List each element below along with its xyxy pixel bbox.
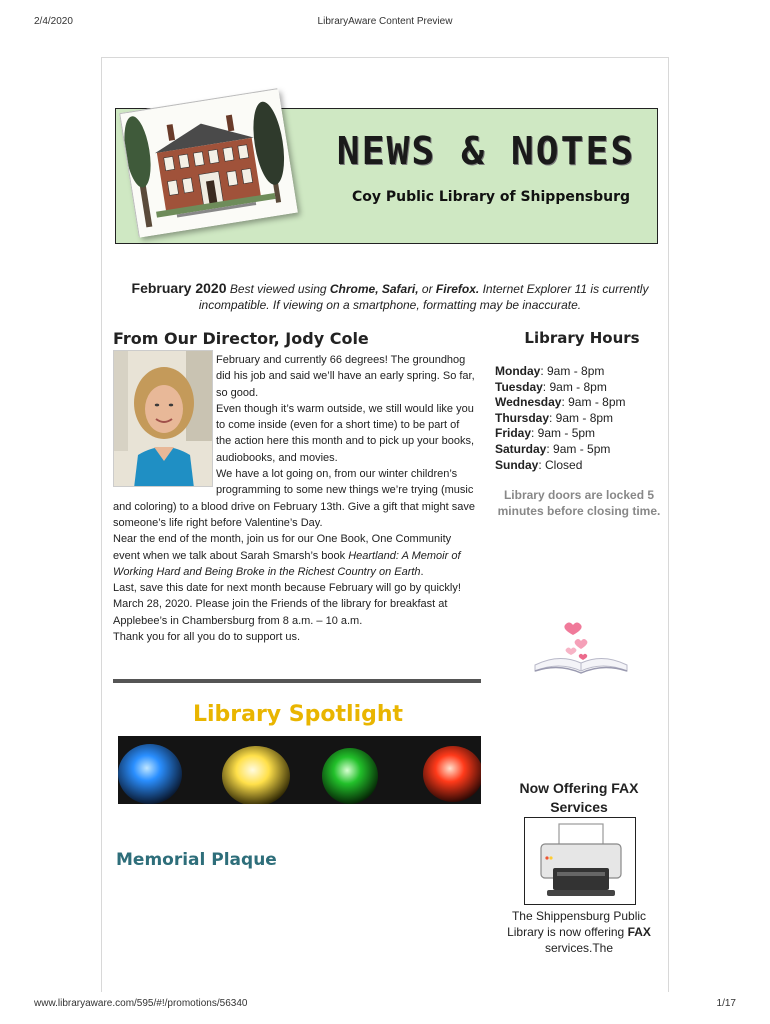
hours-day: Thursday	[495, 410, 550, 425]
hours-day: Sunday	[495, 457, 539, 472]
director-paragraph: February and currently 66 degrees! The groundhog did his job and said we’ll have an early spring. So far, so good.	[216, 354, 475, 399]
hours-time: : 9am - 8pm	[549, 410, 614, 425]
print-date: 2/4/2020	[34, 16, 73, 27]
fax-machine-icon	[524, 817, 636, 905]
director-p4-text: Near the end of the month, join us for our One Book, One Community event when we talk about Sarah Smarsh’s book	[113, 533, 452, 562]
hours-row	[495, 411, 626, 427]
section-divider	[113, 679, 481, 683]
notice-browser-2: Firefox.	[435, 282, 480, 296]
hours-day: Saturday	[495, 441, 547, 456]
fax-text-a: The Shippensburg Public Library is now offering	[507, 909, 647, 939]
notice-text-1: Best viewed using	[226, 282, 330, 296]
hours-time: : 9am - 8pm	[542, 379, 607, 394]
director-paragraph: Even though it’s warm outside, we still would like you to come inside (even for a short time) to be part of the action here this month and to pick up your books, audiobooks, and movies.	[216, 402, 475, 464]
director-heading: From Our Director, Jody Cole	[113, 329, 369, 348]
hours-day: Monday	[495, 364, 541, 378]
hours-time: : 9am - 5pm	[546, 441, 611, 456]
director-p4-end: .	[420, 565, 424, 578]
notice-browser-1: Chrome, Safari,	[329, 282, 419, 296]
notice-text-3: Internet Explorer 11 is currently incompatible. If viewing on a smartphone, formatting may be inaccurate.	[198, 282, 649, 312]
hours-heading: Library Hours	[524, 329, 640, 347]
hours-row	[495, 395, 626, 411]
page-number: 1/17	[716, 998, 736, 1009]
fax-text-bold: FAX	[627, 925, 651, 939]
print-title: LibraryAware Content Preview	[317, 16, 453, 27]
fax-heading: Now Offering FAX Services	[519, 780, 639, 815]
print-url: www.libraryaware.com/595/#!/promotions/56340	[34, 998, 248, 1009]
print-header	[34, 16, 736, 30]
viewing-notice	[130, 280, 650, 313]
hours-row	[495, 458, 626, 474]
library-building-image	[119, 88, 297, 236]
fax-text-b: services.The	[544, 941, 614, 955]
newsletter	[101, 57, 669, 992]
hours-time: : 9am - 8pm	[540, 364, 605, 378]
hours-row	[495, 380, 626, 396]
hours-row	[495, 426, 626, 442]
memorial-plaque-heading: Memorial Plaque	[116, 850, 277, 870]
hours-day: Friday	[495, 426, 532, 441]
director-paragraph: Thank you for all you do to support us.	[113, 631, 301, 644]
director-paragraph	[113, 531, 475, 580]
locked-doors-note: Library doors are locked 5 minutes before closing time.	[497, 488, 661, 518]
hours-day: Wednesday	[495, 395, 562, 410]
book-hearts-icon	[529, 619, 633, 679]
masthead-title: NEWS & NOTES	[336, 129, 636, 173]
notice-text-2: or	[418, 282, 436, 296]
fax-description	[495, 908, 663, 956]
hours-row	[495, 442, 626, 458]
director-paragraph: We have a lot going on, from our winter children’s programming to some new things we’re trying (music and coloring) to a blood drive on February 13th. Give a gift that might save someone’s life right before Valentine’s Day.	[113, 468, 475, 529]
hours-list	[495, 364, 626, 473]
hours-time: : 9am - 5pm	[531, 426, 596, 441]
hours-day: Tuesday	[495, 379, 543, 394]
director-paragraph: Last, save this date for next month because February will go by quickly! March 28, 2020. Please join the Friends of the library for breakfast at Applebee’s in Chambersburg from 8 a.m. – 10 a.m.	[113, 582, 461, 627]
hours-time: : 9am - 8pm	[561, 395, 626, 410]
spotlight-heading: Library Spotlight	[192, 702, 404, 727]
hours-time: : Closed	[538, 457, 583, 472]
book-title: Heartland: A Memoir of Working Hard and Being Broke in the Richest Country on Earth	[113, 549, 461, 578]
print-footer	[34, 998, 736, 1012]
issue-month: February 2020	[131, 280, 227, 296]
masthead-subtitle: Coy Public Library of Shippensburg	[351, 189, 631, 205]
colored-lights-image	[118, 736, 481, 804]
hours-row	[495, 364, 626, 380]
director-letter	[113, 352, 475, 645]
